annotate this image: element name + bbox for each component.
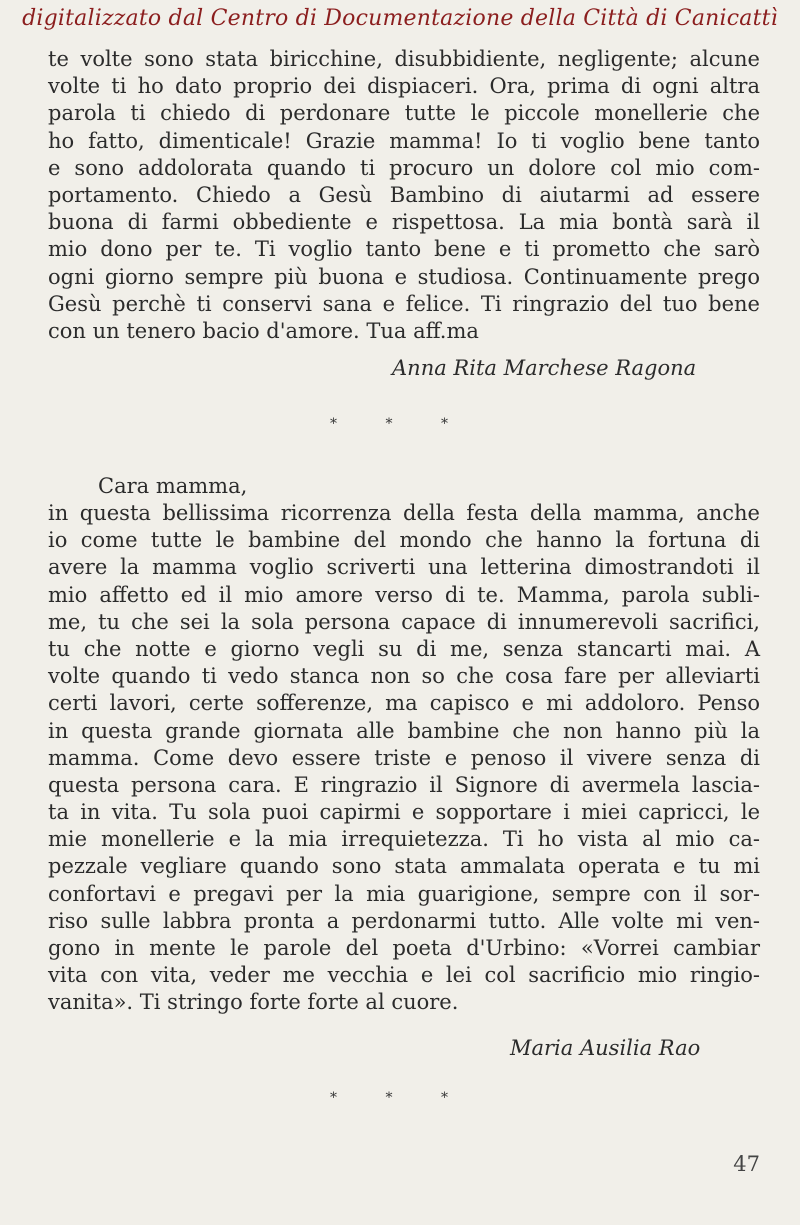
signature-maria-ausilia: Maria Ausilia Rao (510, 1036, 701, 1060)
text-line: ta in vita. Tu sola puoi capirmi e sopportare i miei capricci, le (48, 800, 760, 825)
text-line: in questa grande giornata alle bambine che non hanno più la (48, 718, 760, 743)
text-line: vita con vita, veder me vecchia e lei col sacrificio mio ringio- (48, 963, 760, 988)
text-line: buona di farmi obbediente e rispettosa. La mia bontà sarà il (48, 210, 760, 235)
text-line: Gesù perchè ti conservi sana e felice. Ti ringrazio del tuo bene (48, 291, 760, 316)
text-line: ho fatto, dimenticale! Grazie mamma! Io ti voglio bene tanto (48, 128, 760, 153)
text-line: in questa bellissima ricorrenza della festa della mamma, anche (48, 501, 760, 525)
text-line: volte ti ho dato proprio dei dispiaceri. Ora, prima di ogni altra (48, 74, 760, 99)
signature-anna-rita: Anna Rita Marchese Ragona (392, 356, 697, 380)
section-separator-end: * * * (330, 1090, 470, 1106)
text-line: te volte sono stata biricchine, disubbidiente, negligente; alcune (48, 47, 760, 71)
text-line: mie monellerie e la mia irrequietezza. Ti ho vista al mio ca- (48, 827, 760, 852)
text-line: riso sulle labbra pronta a perdonarmi tutto. Alle volte mi ven- (48, 908, 760, 933)
text-line: tu che notte e giorno vegli su di me, senza stancarti mai. A (48, 636, 760, 661)
letter-anna-rita-body (48, 46, 760, 345)
digitization-watermark: digitalizzato dal Centro di Documentazione della Città di Canicattì (22, 6, 778, 31)
text-line: io come tutte le bambine del mondo che hanno la fortuna di (48, 528, 760, 553)
page-number: 47 (733, 1152, 760, 1176)
salutation: Cara mamma, (98, 474, 248, 498)
text-line: mamma. Come devo essere triste e penoso il vivere senza di (48, 745, 760, 770)
text-line: volte quando ti vedo stanca non so che cosa fare per alleviarti (48, 664, 760, 689)
text-line: mio affetto ed il mio amore verso di te. Mamma, parola subli- (48, 582, 760, 607)
letter-maria-ausilia-body (48, 500, 760, 1017)
text-line: avere la mamma voglio scriverti una letterina dimostrandoti il (48, 555, 760, 580)
text-line: me, tu che sei la sola persona capace di innumerevoli sacrifici, (48, 609, 760, 634)
text-line: con un tenero bacio d'amore. Tua aff.ma (48, 318, 479, 343)
text-line: parola ti chiedo di perdonare tutte le piccole monellerie che (48, 101, 760, 126)
text-line: mio dono per te. Ti voglio tanto bene e ti prometto che sarò (48, 237, 760, 262)
text-line: gono in mente le parole del poeta d'Urbino: «Vorrei cambiar (48, 936, 760, 960)
section-separator: * * * (330, 416, 470, 432)
text-line: pezzale vegliare quando sono stata ammalata operata e tu mi (48, 854, 760, 879)
text-line: ogni giorno sempre più buona e studiosa. Continuamente prego (48, 264, 760, 289)
text-line: e sono addolorata quando ti procuro un dolore col mio com- (48, 155, 760, 180)
text-line: portamento. Chiedo a Gesù Bambino di aiutarmi ad essere (48, 182, 760, 207)
text-line: questa persona cara. E ringrazio il Signore di avermela lascia- (48, 772, 760, 797)
text-line: certi lavori, certe sofferenze, ma capisco e mi addoloro. Penso (48, 691, 760, 716)
text-line: confortavi e pregavi per la mia guarigione, sempre con il sor- (48, 881, 760, 906)
text-line: vanita». Ti stringo forte forte al cuore. (48, 990, 459, 1015)
